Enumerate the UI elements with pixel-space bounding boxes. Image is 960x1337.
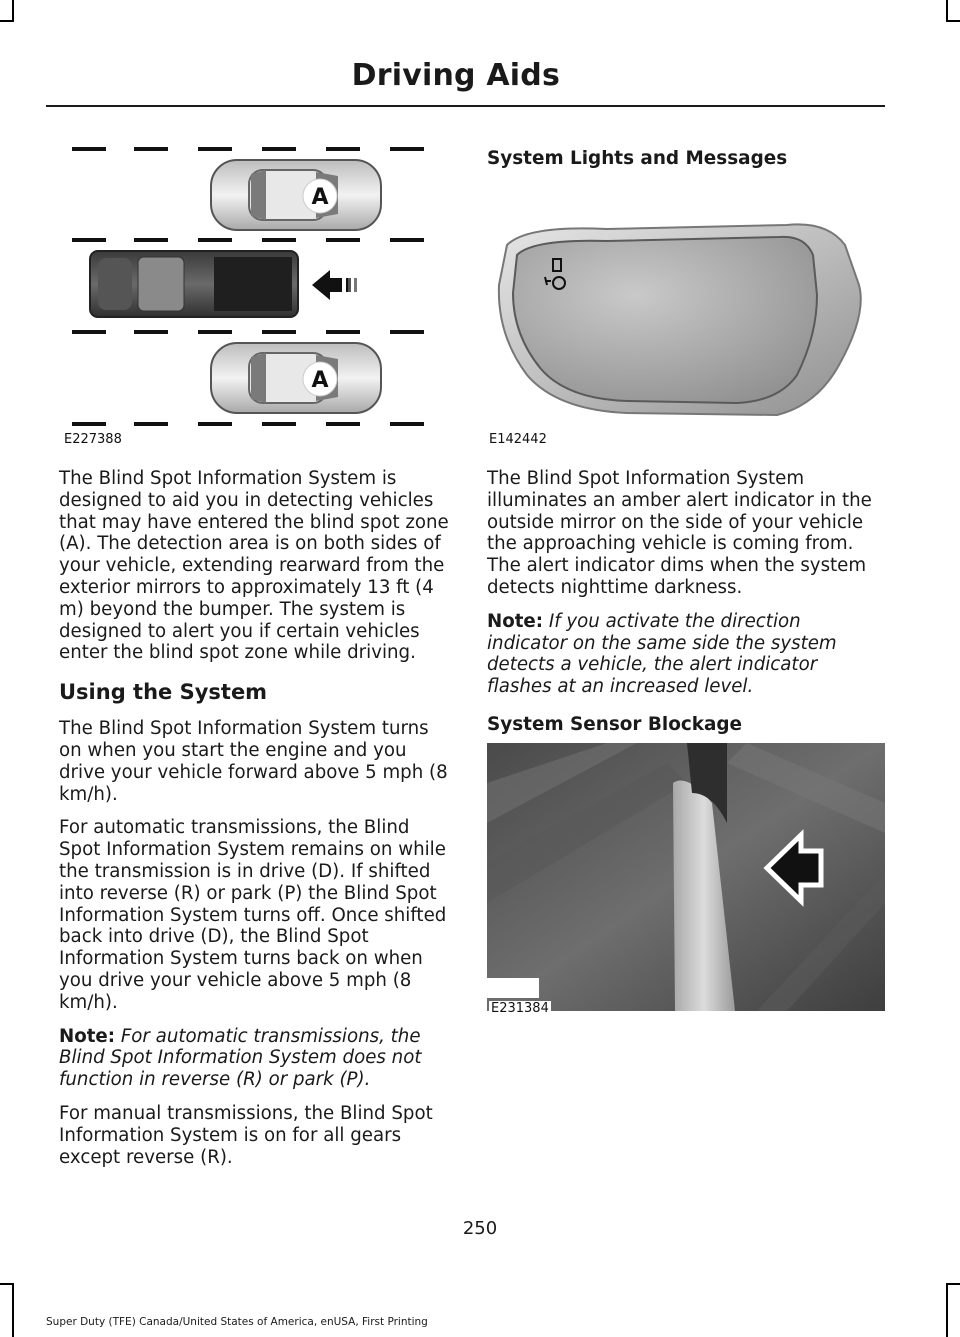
note-text: If you activate the direction indicator on the same side the system detects a vehicle, the alert indicator flashes at an increased level. bbox=[487, 610, 837, 698]
crop-mark bbox=[0, 20, 14, 22]
zone-marker-top: A bbox=[311, 185, 329, 210]
car-top-icon bbox=[211, 160, 381, 230]
section-heading-blockage: System Sensor Blockage bbox=[487, 713, 743, 735]
car-bottom-icon bbox=[211, 343, 381, 413]
right-column bbox=[487, 468, 882, 735]
header-divider bbox=[46, 105, 885, 107]
using-paragraph-1: The Blind Spot Information System turns on when you start the engine and you drive your vehicle forward above 5 mph (8 km/h). bbox=[59, 718, 448, 805]
note-label: Note: bbox=[59, 1025, 116, 1047]
note-text: For automatic transmissions, the Blind Spot Information System does not function in reverse (R) or park (P). bbox=[59, 1025, 422, 1091]
sensor-blockage-figure bbox=[487, 743, 885, 1011]
figure-label: E227388 bbox=[64, 432, 122, 447]
using-paragraph-3: For manual transmissions, the Blind Spot Information System is on for all gears except reverse (R). bbox=[59, 1102, 433, 1168]
footer-text: Super Duty (TFE) Canada/United States of America, enUSA, First Printing bbox=[46, 1316, 428, 1328]
left-column bbox=[59, 468, 449, 1180]
figure-label: E142442 bbox=[489, 432, 547, 447]
section-heading-lights: System Lights and Messages bbox=[487, 148, 788, 169]
figure-label: E231384 bbox=[491, 1001, 549, 1016]
intro-paragraph: The Blind Spot Information System is designed to aid you in detecting vehicles that may have entered the blind spot zone (A). The detection area is on both sides of your vehicle, extending rearward from the exterior mirrors to approximately 13 ft (4 m) beyond the bumper. The system is designed to alert you if certain vehicles enter the blind spot zone while driving. bbox=[59, 468, 449, 664]
lights-paragraph: The Blind Spot Information System illuminates an amber alert indicator in the outside mirror on the side of your vehicle the approaching vehicle is coming from. The alert indicator dims when the system detects nighttime darkness. bbox=[487, 468, 872, 598]
note-direction-indicator bbox=[487, 611, 882, 698]
using-paragraph-2: For automatic transmissions, the Blind Spot Information System remains on while the transmission is in drive (D). If shifted into reverse (R) or park (P) the Blind Spot Information System turns off. Once shifted back into drive (D), the Blind Spot Information System turns back on when you drive your vehicle above 5 mph (8 km/h). bbox=[59, 817, 447, 1013]
page-number: 250 bbox=[462, 1218, 498, 1239]
crop-mark bbox=[946, 0, 948, 20]
crop-mark bbox=[12, 0, 14, 20]
note-label: Note: bbox=[487, 610, 544, 632]
zone-marker-bottom: A bbox=[311, 368, 329, 393]
note-automatic bbox=[59, 1026, 449, 1091]
arrow-left-icon bbox=[312, 270, 357, 300]
section-heading-using: Using the System bbox=[59, 680, 268, 705]
crop-mark bbox=[946, 1283, 948, 1337]
crop-mark bbox=[12, 1283, 14, 1337]
mirror-figure bbox=[487, 215, 882, 430]
crop-mark bbox=[0, 1283, 14, 1285]
crop-mark bbox=[946, 20, 960, 22]
blind-spot-zone-figure bbox=[46, 130, 441, 430]
page-title: Driving Aids bbox=[351, 58, 560, 93]
truck-icon bbox=[90, 251, 298, 317]
crop-mark bbox=[946, 1283, 960, 1285]
